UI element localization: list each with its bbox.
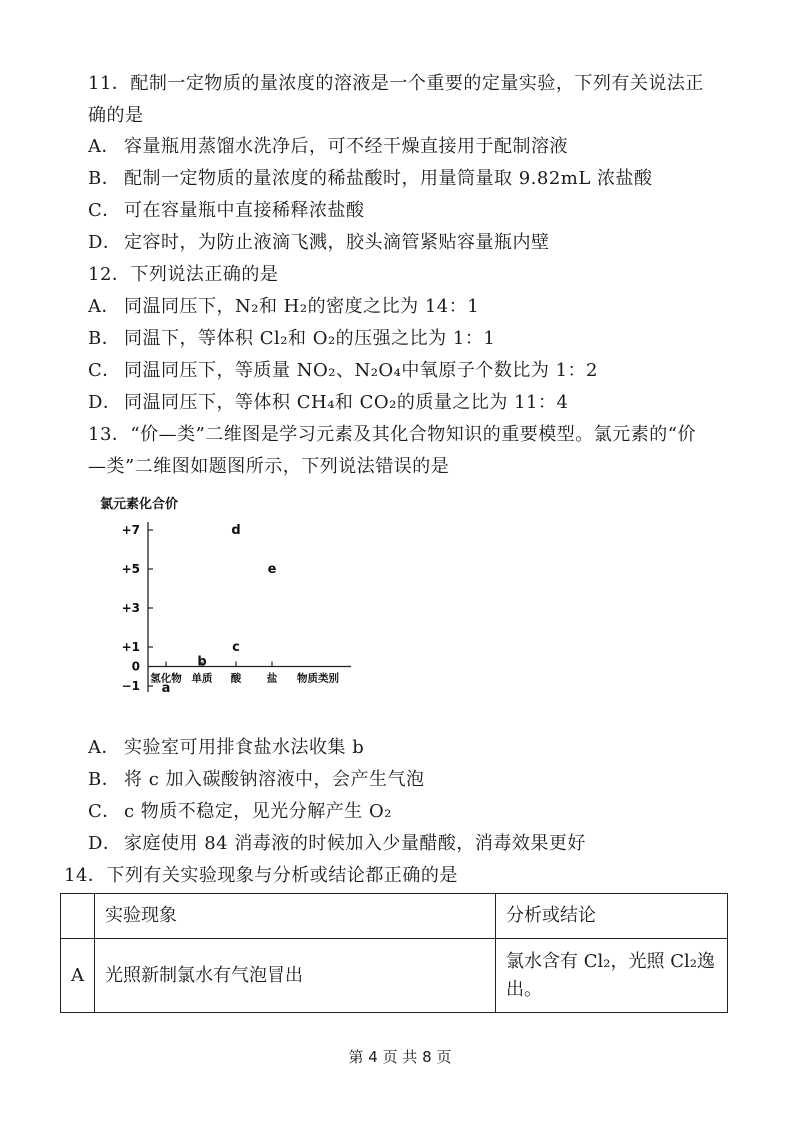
x-tick-label: 酸 [230, 672, 242, 685]
table-header-cell: 实验现象 [95, 894, 496, 939]
table-header-row [61, 894, 728, 939]
point-label-c: c [232, 640, 240, 655]
option-text: 容量瓶用蒸馏水洗净后，可不经干燥直接用于配制溶液 [124, 136, 568, 157]
q13-stem-line1: 13．“价—类”二维图是学习元素及其化合物知识的重要模型。氯元素的“价 [88, 424, 697, 445]
y-tick-label: −1 [121, 679, 140, 693]
option-key: A． [88, 296, 120, 317]
option-text: 将 c 加入碳酸钠溶液中，会产生气泡 [124, 769, 425, 790]
q13-stem-line2: —类”二维图如题图所示，下列说法错误的是 [88, 456, 450, 477]
option-key: D． [88, 392, 122, 413]
row-phenomenon: 光照新制氯水有气泡冒出 [95, 939, 496, 1013]
option-key: B． [88, 168, 121, 189]
point-label-a: a [161, 681, 171, 694]
page-footer: 第 4 页 共 8 页 [348, 1048, 452, 1066]
option-text: 家庭使用 84 消毒液的时候加入少量醋酸，消毒效果更好 [124, 833, 586, 854]
row-conclusion [496, 939, 728, 1013]
option-key: D． [88, 232, 122, 253]
option-text: 同温同压下，等体积 CH₄和 CO₂的质量之比为 11：4 [124, 392, 569, 413]
x-tick-label: 盐 [266, 672, 278, 685]
q14-stem: 14．下列有关实验现象与分析或结论都正确的是 [64, 865, 458, 886]
q13-option-d [88, 830, 586, 858]
point-label-d: d [231, 523, 241, 538]
chart-points [162, 523, 277, 694]
x-tick-label: 氢化物 [150, 672, 182, 685]
table-row [61, 939, 728, 1013]
q11-option-b [88, 165, 653, 193]
option-text: 配制一定物质的量浓度的稀盐酸时，用量筒量取 9.82mL 浓盐酸 [124, 168, 653, 189]
y-tick-label: +1 [121, 640, 140, 654]
point-label-b: b [197, 654, 207, 670]
q13-option-b [88, 766, 425, 794]
table-header-cell: 分析或结论 [496, 894, 728, 939]
option-key: D． [88, 833, 122, 854]
y-tick-label: +3 [121, 601, 140, 615]
valence-class-chart [96, 494, 366, 694]
q11-stem-line1: 11．配制一定物质的量浓度的溶液是一个重要的定量实验，下列有关说法正 [88, 73, 704, 94]
option-key: A． [88, 136, 120, 157]
row-conclusion-line1: 氯水含有 Cl₂，光照 Cl₂逸 [506, 950, 715, 972]
x-tick-label: 单质 [191, 672, 213, 685]
option-key: B． [88, 328, 121, 349]
point-label-e: e [267, 562, 277, 577]
option-text: 定容时，为防止液滴飞溅，胶头滴管紧贴容量瓶内壁 [124, 232, 550, 253]
q11-option-c [88, 197, 365, 225]
row-key: A [61, 939, 95, 1013]
q12-option-b [88, 325, 495, 353]
q12-option-a [88, 293, 479, 321]
option-text: 同温下，等体积 Cl₂和 O₂的压强之比为 1：1 [124, 328, 496, 349]
y-tick-label: +7 [121, 523, 140, 537]
q12-option-c [88, 357, 598, 385]
option-text: 同温同压下，N₂和 H₂的密度之比为 14：1 [124, 296, 480, 317]
q12-option-d [88, 389, 568, 417]
option-key: C． [88, 801, 121, 822]
q11-option-d [88, 229, 550, 257]
option-key: A． [88, 737, 120, 758]
row-conclusion-line2: 出。 [506, 978, 542, 1000]
x-tick-label: 物质类别 [297, 672, 339, 685]
option-key: C． [88, 200, 121, 221]
q12-stem: 12．下列说法正确的是 [88, 264, 279, 285]
table-header-cell [61, 894, 95, 939]
option-key: C． [88, 360, 121, 381]
option-text: 同温同压下，等质量 NO₂、N₂O₄中氧原子个数比为 1：2 [124, 360, 599, 381]
option-text: 实验室可用排食盐水法收集 b [124, 737, 365, 758]
option-text: c 物质不稳定，见光分解产生 O₂ [124, 801, 392, 822]
q11-stem-line2: 确的是 [88, 105, 144, 126]
y-tick-label: +5 [121, 562, 140, 576]
chart-axes [148, 522, 351, 692]
chart-x-ticks [150, 662, 339, 685]
q11-option-a [88, 133, 568, 161]
option-key: B． [88, 769, 121, 790]
q13-option-a [88, 734, 364, 762]
q13-option-c [88, 798, 392, 826]
experiment-table [60, 893, 728, 1013]
chart-ylabel: 氯元素化合价 [100, 497, 179, 512]
y-tick-label: 0 [131, 659, 140, 674]
option-text: 可在容量瓶中直接稀释浓盐酸 [124, 200, 365, 221]
